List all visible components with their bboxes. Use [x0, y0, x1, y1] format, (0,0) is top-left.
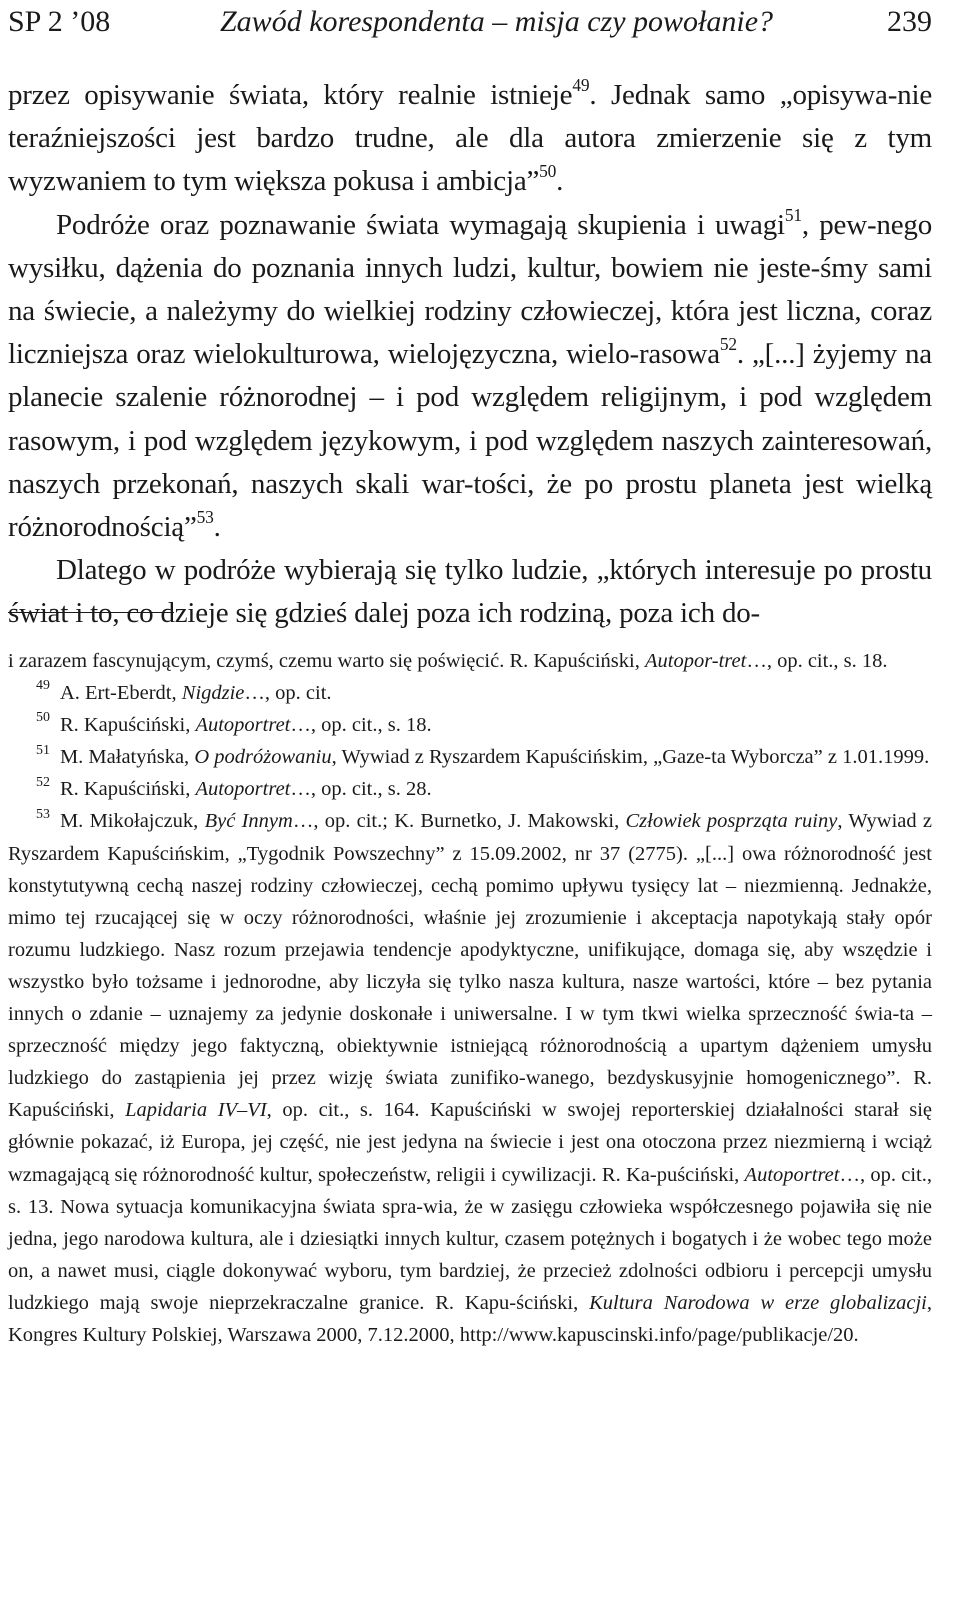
footnote-number: 50 — [36, 710, 50, 726]
paragraph-2 — [8, 204, 932, 550]
footnote-ref-53: 53 — [196, 506, 214, 527]
footnote-separator — [8, 612, 174, 613]
text-span: …, op. cit., s. 28. — [290, 778, 432, 801]
text-span: R. Kapuściński, — [59, 778, 196, 801]
text-span: …, op. cit., s. 18. — [746, 650, 888, 672]
paragraph-1 — [8, 74, 932, 204]
italic-title: Lapidaria IV–VI — [125, 1099, 267, 1122]
footnote-ref-52: 52 — [719, 334, 737, 355]
page-number: 239 — [887, 5, 932, 38]
text-span: i zarazem fascynującym, czymś, czemu warto się poświęcić. R. Kapuściński, — [8, 650, 645, 672]
italic-title: Autoportret — [195, 714, 291, 737]
footnotes — [8, 645, 932, 1351]
footnote-number: 51 — [36, 742, 50, 758]
text-span: . Jednak samo „opisywa-nie teraźniejszości jest bardzo trudne, ale dla autora zmierzenie się z tym wyzwaniem to tym większa pokusa i ambicja” — [8, 79, 932, 198]
text-span: A. Ert-Eberdt, — [59, 682, 182, 705]
italic-title: O podróżowaniu — [194, 746, 332, 769]
text-span: Dlatego w podróże wybierają się tylko ludzie, „których interesuje po prostu świat i to, co dzieje się gdzieś dalej poza ich rodziną, poza ich do- — [8, 554, 932, 630]
footnote-ref-49: 49 — [572, 74, 590, 95]
main-text — [8, 74, 932, 636]
italic-title: Autoportret — [195, 778, 291, 801]
text-span: , pew-nego wysiłku, dążenia do poznania innych ludzi, kultur, bowiem nie jeste-śmy sami na świecie, a należymy do wielkiej rodziny człowieczej, która jest liczna, coraz liczniejsza oraz wielokulturowa, wielojęzyczna, wielo-rasowa — [8, 208, 932, 371]
text-span: . „[...] żyjemy na planecie szalenie różnorodnej – i pod względem religijnym, i pod względem rasowym, i pod względem językowym, i pod względem naszych zainteresowań, naszych przekonań, naszych skali war-tości, że po prostu planeta jest wielką różnorodnością” — [8, 338, 932, 544]
text-span: Podróże oraz poznawanie świata wymagają skupienia i uwagi — [56, 208, 785, 241]
paragraph-3 — [8, 549, 932, 635]
text-span: …, op. cit. — [244, 682, 332, 705]
text-span: …, op. cit., s. 13. Nowa sytuacja komunikacyjna świata spra-wia, że w zasięgu człowieka współczesnego pojawiła się nie jedna, jego narodowa kultura, ale i dziesiątki innych kultur, czasem potężnych i bogatych i że wobec tego może on, a nawet musi, ciągle dokonywać wyboru, tym bardziej, że przecież zdolności odbioru i percepcji umysłu ludzkiego mają swoje nieprzekraczalne granice. R. Kapu-ściński, — [8, 1163, 932, 1314]
footnote-ref-51: 51 — [784, 204, 802, 225]
text-span: M. Mikołajczuk, — [59, 810, 205, 833]
text-span: . — [556, 165, 564, 198]
footnote-49 — [8, 677, 932, 709]
text-span: , Wywiad z Ryszardem Kapuścińskim, „Tygodnik Powszechny” z 15.09.2002, nr 37 (2775). „[...] owa różnorodność jest konstytutywną cechą naszej rodziny człowieczej, cechą pomimo upływu tysięcy lat – niezmienną. Jednakże, mimo tej rzucającej się w oczy różnorodności, właśnie jej zrozumienie i akceptacja napotykają stały opór rozumu ludzkiego. Nasz rozum przejawia tendencje apodyktyczne, unifikujące, domaga się, aby wszędzie i wszystko było tożsame i jednorodne, aby liczyła się tylko nasza kultura, nasze wartości, które – bez pytania innych o zdanie – uznajemy za jedynie doskonałe i uniwersalne. I w tym tkwi wielka sprzeczność świa-ta – sprzeczność między jego faktyczną, obiektywnie istniejącą różnorodnością a upartym dążeniem umysłu ludzkiego do zastąpienia jej przez wizję świata zunifiko-wanego, bezdyskusyjnie homogenicznego”. R. Kapuściński, — [8, 810, 932, 1122]
text-span: . — [213, 511, 221, 544]
text-span: R. Kapuściński, — [59, 714, 196, 737]
footnote-ref-50: 50 — [539, 161, 557, 182]
footnote-continuation — [8, 645, 932, 677]
footnote-number: 49 — [36, 678, 50, 694]
footnote-53 — [8, 805, 932, 1351]
italic-title: Autoportret — [744, 1163, 840, 1186]
footnote-51 — [8, 741, 932, 773]
italic-title: Człowiek posprząta ruiny — [625, 810, 838, 833]
italic-title: Nigdzie — [181, 682, 245, 705]
text-span: przez opisywanie świata, który realnie istnieje — [8, 79, 573, 111]
running-title: Zawód korespondenta – misja czy powołanie? — [220, 5, 774, 38]
italic-title: Kultura Narodowa w erze globalizacji — [589, 1291, 927, 1314]
text-span: M. Małatyńska, — [59, 746, 195, 769]
text-span: …, op. cit., s. 18. — [290, 714, 432, 737]
text-span: , Wywiad z Ryszardem Kapuścińskim, „Gaze-ta Wyborcza” z 1.01.1999. — [331, 746, 930, 769]
running-header — [8, 2, 932, 46]
italic-title: Autopor-tret — [644, 650, 747, 672]
italic-title: Być Innym — [204, 810, 293, 833]
text-span: , op. cit., s. 164. Kapuściński w swojej reporterskiej działalności starał się głównie pokazać, iż Europa, jej część, nie jest jedyna na świecie i jest ona otoczona przez niezmierną i wciąż wzmagającą się różnorodność kultur, społeczeństw, religii i cywilizacji. R. Ka-puściński, — [8, 1099, 933, 1186]
text-span: , Kongres Kultury Polskiej, Warszawa 2000, 7.12.2000, http://www.kapuscinski.info/page/publikacje/20. — [8, 1291, 932, 1346]
footnote-number: 53 — [36, 806, 50, 822]
footnote-52 — [8, 773, 932, 805]
text-span: …, op. cit.; K. Burnetko, J. Makowski, — [292, 810, 626, 833]
footnote-number: 52 — [36, 774, 50, 790]
footnote-50 — [8, 709, 932, 741]
journal-issue: SP 2 ’08 — [8, 5, 111, 38]
